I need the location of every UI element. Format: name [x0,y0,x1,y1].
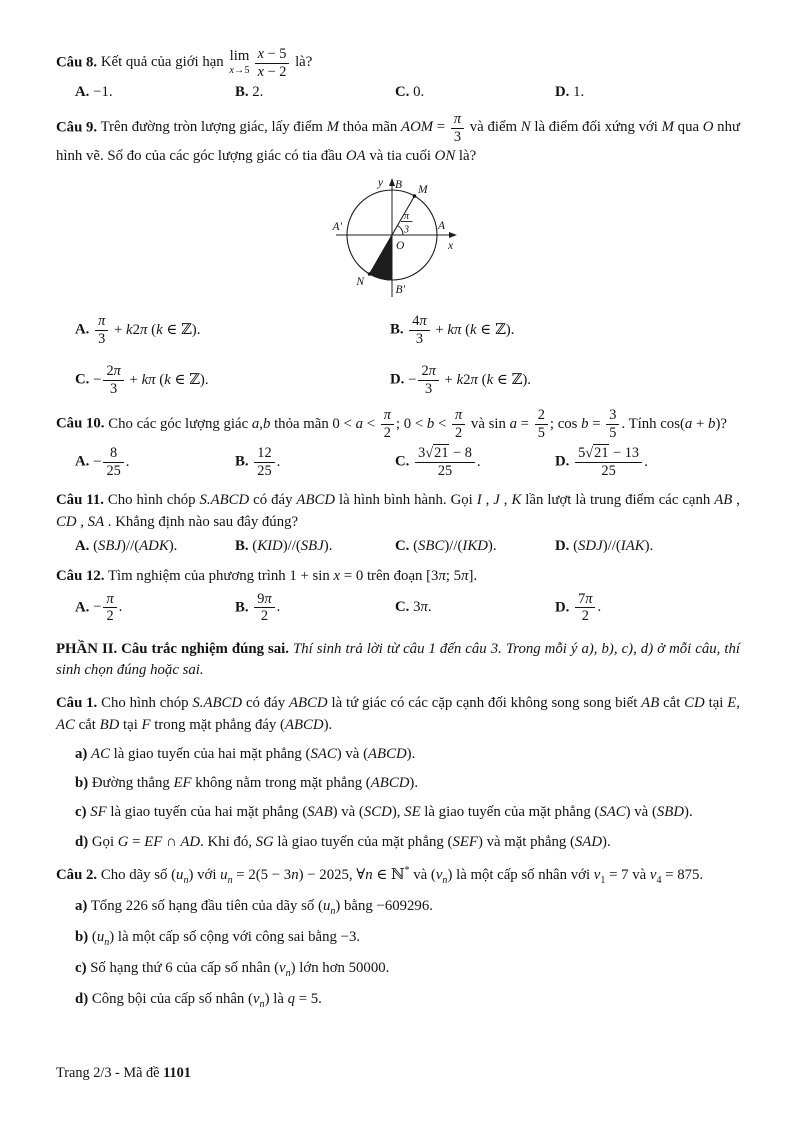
option-label: C. [395,537,410,554]
option-label: C. [395,599,410,616]
page-footer [56,1065,191,1082]
part2-question-2-statement: Cho dãy số $(u_n)$ với $u_n = 2(5 - 3n) - 2025$, ∀n ∈ ℕ* và $(v_n)$ là một cấp số nhân với $v_1 = 7$ và $v_4 = 875$. [100,864,704,886]
question-10-option-a [75,445,235,479]
question-8 [56,46,740,101]
question-11-option-d [555,538,740,555]
question-12-option-a [75,591,235,625]
angle-denominator: 3 [404,224,409,236]
question-8-option-a [75,84,235,101]
part2-question-1-statement: Cho hình chóp S.ABCD có đáy ABCD là tứ giác có các cặp cạnh đối không song song biết AB cắt CD tại E, AC cắt BD tại F trong mặt phẳng đáy (ABCD). [56,694,740,733]
point-b-prime-label: B' [395,284,405,297]
part2-q2-item-c [75,957,740,981]
part2-question-1-text [56,692,740,736]
option-text: − $\frac{\pi}{2}$ . [93,590,123,625]
item-label: b) [75,928,89,945]
question-8-label: Câu 8. [56,54,98,71]
option-text: 1. [573,84,585,100]
y-axis-label: y [377,177,383,190]
question-8-option-d [555,84,740,101]
question-10-text [56,407,740,441]
part2-q2-item-a [75,895,740,919]
point-m [413,194,417,198]
option-text: 2. [252,84,264,100]
question-11-statement: Cho hình chóp S.ABCD có đáy ABCD là hình bình hành. Gọi I , J , K lần lượt là trung điểm các cạnh AB , CD , SA . Khẳng định nào sau đây đúng? [56,492,740,531]
option-label: A. [75,453,90,470]
option-text: (SDJ)//(IAK). [573,537,654,554]
item-label: c) [75,959,87,976]
question-11-option-a [75,538,235,555]
question-9-text [56,111,740,167]
option-text: − $\frac{2\pi}{3}$ + kπ (k ∈ ℤ). [93,363,209,397]
question-11-label: Câu 11. [56,492,104,509]
option-label: D. [555,84,570,100]
part2-question-1-label: Câu 1. [56,694,98,711]
item-label: d) [75,833,89,850]
option-text: 0. [413,84,425,100]
point-n-label: N [356,276,364,289]
item-label: c) [75,804,87,821]
point-b-label: B [395,179,403,192]
footer-exam-code: 1101 [163,1065,191,1081]
option-text: 3π. [413,599,432,616]
option-label: B. [235,453,249,470]
option-text: (KID)//(SBJ). [252,537,333,554]
question-8-statement: Kết quả của giới hạn lim x→5 $\frac{x - 5}{x - 2}$ là? [100,46,313,80]
item-text: Gọi G = EF ∩ AD. Khi đó, SG là giao tuyến của mặt phẳng (SEF) và mặt phẳng (SAD). [91,833,611,850]
option-text: − $\frac{2\pi}{3}$ + k2π (k ∈ ℤ). [408,363,531,397]
question-12 [56,565,740,625]
option-text: $\frac{4\pi}{3}$ + kπ (k ∈ ℤ). [407,322,514,338]
question-12-option-b [235,591,395,625]
question-11-option-c [395,538,555,555]
part2-question-2 [56,863,740,1012]
part2-q1-item-b [75,772,740,794]
option-label: D. [390,371,405,388]
option-text: $\frac{9\pi}{2}$ . [252,599,280,615]
question-10-option-b [235,445,395,479]
question-9-figure [56,171,740,303]
item-text: $(u_n)$ là một cấp số cộng với công sai bằng −3. [91,928,361,948]
question-9-option-a [75,313,390,347]
question-9 [56,111,740,397]
x-axis-arrow [449,232,457,238]
part2-q1-item-c [75,801,740,823]
point-a-prime-label: A' [332,221,342,234]
question-9-options [56,313,740,397]
question-11-option-b [235,538,395,555]
item-label: a) [75,897,88,914]
part2-question-1-items [56,743,740,853]
item-label: b) [75,775,89,792]
angle-numerator: π [403,211,410,223]
option-text: $\frac{12}{25}$ . [252,454,280,470]
option-label: B. [235,599,249,616]
option-label: C. [395,84,410,100]
option-text: $\frac{7\pi}{2}$ . [573,599,601,615]
question-11-options [56,538,740,555]
question-10-option-c [395,445,555,479]
option-label: A. [75,599,90,616]
option-label: A. [75,84,90,100]
option-text: − $\frac{8}{25}$ . [93,445,130,479]
option-label: D. [555,453,570,470]
part2-question-2-text [56,863,740,888]
part2-question-2-items [56,895,740,1012]
question-12-option-d [555,591,740,625]
option-label: B. [235,84,249,100]
part2-q1-item-a [75,743,740,765]
point-a-label: A [438,220,446,233]
part2-q1-item-d [75,831,740,853]
option-label: D. [555,599,570,616]
item-label: d) [75,990,89,1007]
x-axis-label: x [448,240,454,253]
option-label: B. [390,321,404,338]
option-text: (SBJ)//(ADK). [93,537,178,554]
question-8-options [56,84,740,101]
question-9-statement: Trên đường tròn lượng giác, lấy điểm M thỏa mãn AOM = $\frac{\pi}{3}$ và điểm N là điểm đối xứng với M qua O như hình vẽ. Số đo của các góc lượng giác có tia đầu OA và tia cuối ON là? [56,111,740,164]
item-text: AC là giao tuyến của hai mặt phẳng (SAC) và (ABCD). [91,746,416,763]
item-label: a) [75,746,88,763]
question-12-label: Câu 12. [56,567,105,584]
item-text: Tổng 226 số hạng đầu tiên của dãy số $(u_n)$ bằng −609296. [90,897,433,917]
question-9-label: Câu 9. [56,119,98,136]
part2-q2-item-b [75,926,740,950]
part2-heading-bold: PHẦN II. Câu trắc nghiệm đúng sai. [56,640,289,657]
option-label: A. [75,537,90,554]
question-8-option-b [235,84,395,101]
part2-question-1 [56,692,740,853]
question-10-options [56,445,740,479]
option-label: C. [75,371,90,388]
option-text: (SBC)//(IKD). [413,537,497,554]
part2-heading-italic: Thí sinh trả lời từ câu 1 đến câu 3. Trong mỗi ý a), b), c), d) ở mỗi câu, thí sinh chọn đúng hoặc sai. [56,640,740,679]
question-11 [56,489,740,554]
item-text: Số hạng thứ 6 của cấp số nhân $(v_n)$ lớn hơn 50000. [90,959,390,979]
question-10 [56,407,740,479]
question-12-text [56,565,740,587]
question-8-text [56,46,740,80]
option-label: B. [235,537,249,554]
question-9-option-c [75,363,390,397]
option-label: A. [75,321,90,338]
question-12-statement: Tìm nghiệm của phương trình 1 + sin x = 0 trên đoạn [3π; 5π]. [107,567,478,584]
option-text: $\frac{5 √ 21 - 13}{25}$ . [573,454,648,470]
option-label: C. [395,453,410,470]
question-9-option-d [390,363,740,397]
angle-arc [398,226,404,236]
unit-circle-diagram [280,171,516,303]
origin-label: O [396,240,405,253]
option-text: $\frac{3 √ 21 - 8}{25}$ . [413,454,481,470]
option-label: D. [555,537,570,554]
option-text: $\frac{\pi}{3}$ + k2π (k ∈ ℤ). [93,322,200,338]
question-8-option-c [395,84,555,101]
question-10-label: Câu 10. [56,415,105,432]
part2-question-2-label: Câu 2. [56,866,98,883]
point-m-label: M [418,184,428,197]
part2-q2-item-d [75,988,740,1012]
question-12-options [56,591,740,625]
option-text: −1. [93,84,113,100]
question-11-text [56,489,740,533]
question-10-option-d [555,445,740,479]
item-text: SF là giao tuyến của hai mặt phẳng (SAB) và (SCD), SE là giao tuyến của mặt phẳng (SAC) và (SBD). [90,804,693,821]
part2-heading [56,639,740,682]
point-n [368,272,372,276]
question-12-option-c [395,599,555,616]
item-text: Công bội của cấp số nhân $(v_n)$ là q = 5. [91,990,322,1010]
item-text: Đường thẳng EF không nằm trong mặt phẳng (ABCD). [91,775,419,792]
question-10-statement: Cho các góc lượng giác a,b thỏa mãn 0 < a < $\frac{\pi}{2}$ ; 0 < b < $\frac{\pi}{2}$ và sin a = $\frac{2}{5}$ ; cos b = $\frac{3}{5}$ . Tính cos(a + b)? [108,407,727,441]
question-9-option-b [390,313,740,347]
footer-text: Trang 2/3 - Mã đề [56,1065,160,1081]
